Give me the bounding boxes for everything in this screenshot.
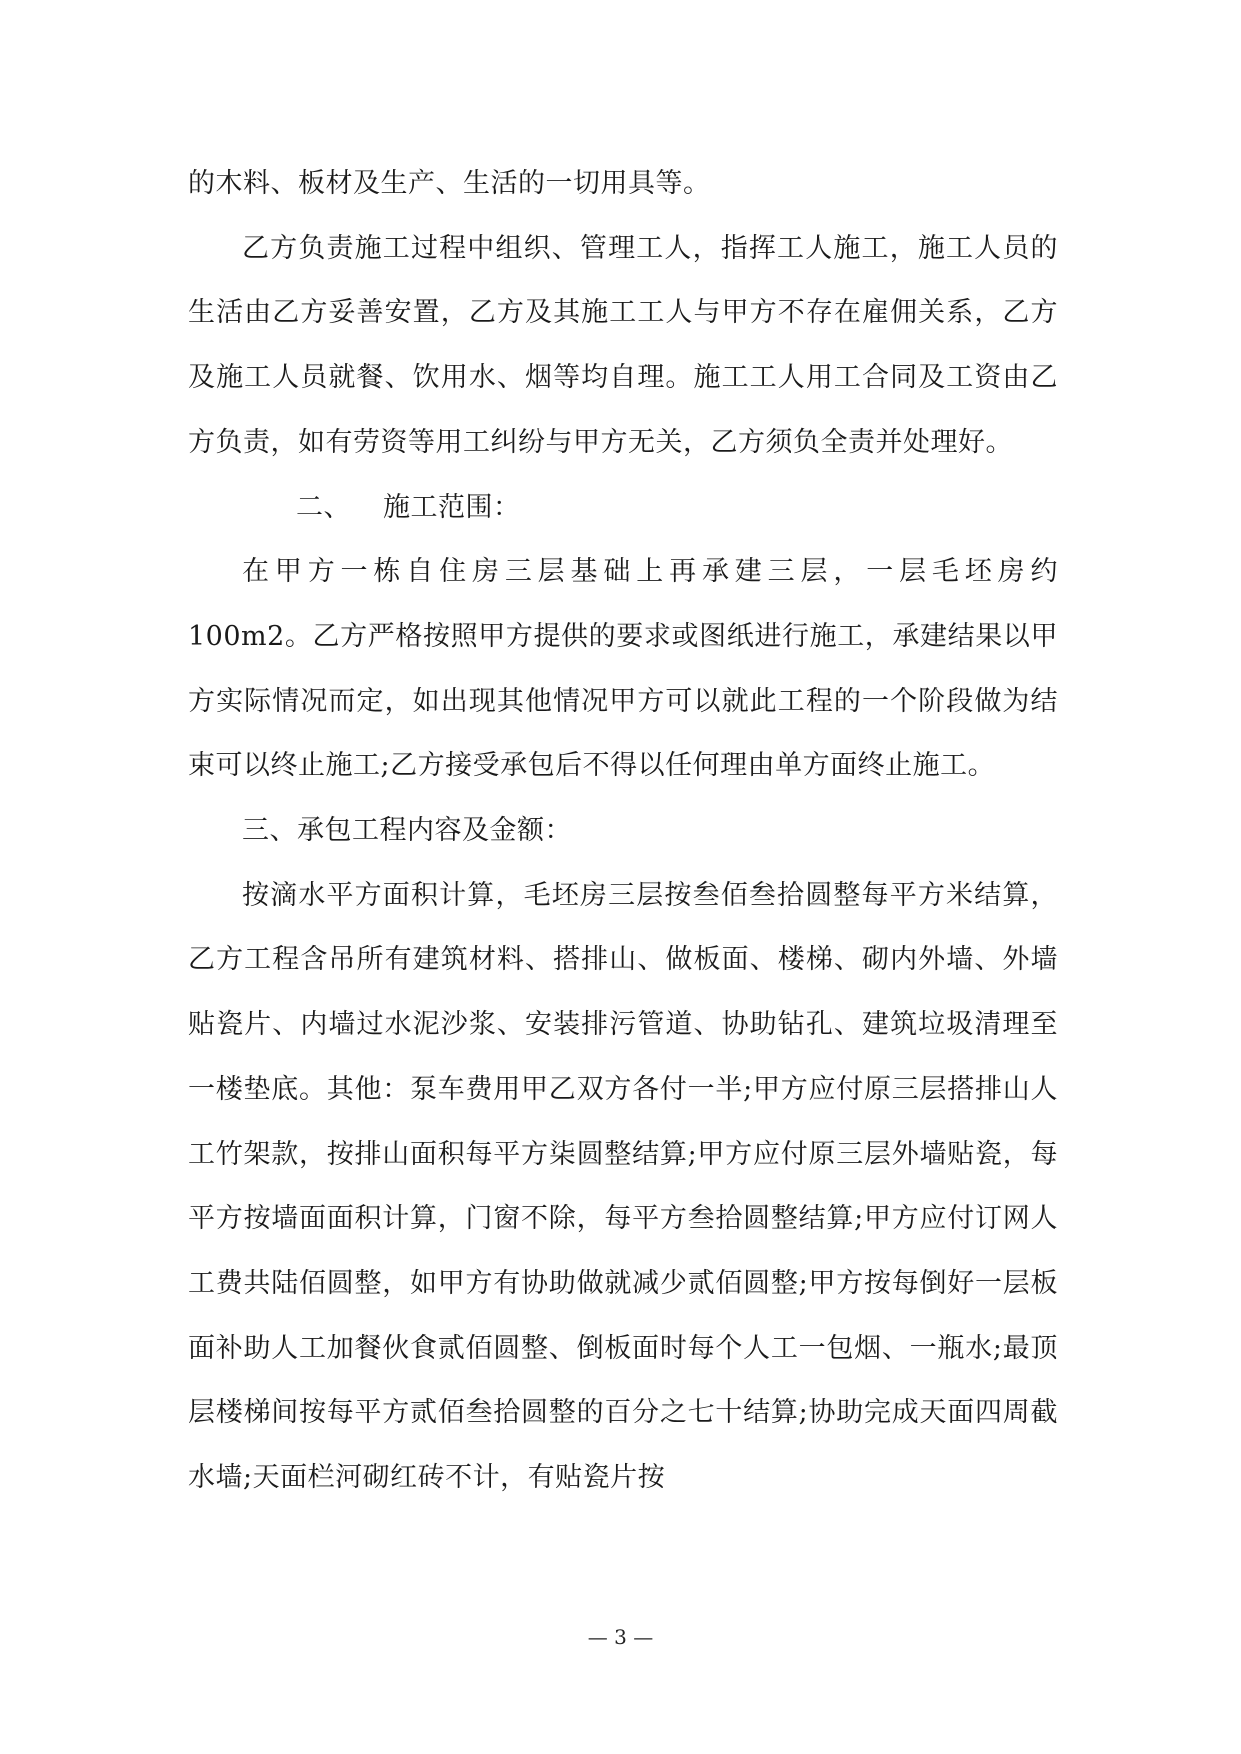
page-number: — 3 — xyxy=(587,1625,654,1649)
section-title: 施工范围： xyxy=(383,491,521,523)
paragraph-continuation: 的木料、板材及生产、生活的一切用具等。 xyxy=(188,168,711,199)
section-heading-scope xyxy=(188,476,1058,541)
paragraph-worker-management: 乙方负责施工过程中组织、管理工人，指挥工人施工，施工人员的生活由乙方妥善安置，乙方及其施工工人与甲方不存在雇佣关系，乙方及施工人员就餐、饮用水、烟等均自理。施工工人用工合同及工资由乙方负责，如有劳资等用工纠纷与甲方无关，乙方须负全责并处理好。 xyxy=(188,232,1058,458)
paragraph-construction-scope: 在甲方一栋自住房三层基础上再承建三层，一层毛坯房约 100m2。乙方严格按照甲方提供的要求或图纸进行施工，承建结果以甲方实际情况而定，如出现其他情况甲方可以就此工程的一个阶段做为结束可以终止施工;乙方接受承包后不得以任何理由单方面终止施工。 xyxy=(188,556,1058,782)
section-number: 二、 xyxy=(296,491,351,523)
paragraph-contract-amount: 按滴水平方面积计算，毛坯房三层按叁佰叁拾圆整每平方米结算，乙方工程含吊所有建筑材料、搭排山、做板面、楼梯、砌内外墙、外墙贴瓷片、内墙过水泥沙浆、安装排污管道、协助钻孔、建筑垃圾清理至一楼垫底。其他：泵车费用甲乙双方各付一半;甲方应付原三层搭排山人工竹架款，按排山面积每平方柒圆整结算;甲方应付原三层外墙贴瓷，每平方按墙面面积计算，门窗不除，每平方叁拾圆整结算;甲方应付订网人工费共陆佰圆整，如甲方有协助做就减少贰佰圆整;甲方按每倒好一层板面补助人工加餐伙食贰佰圆整、倒板面时每个人工一包烟、一瓶水;最顶层楼梯间按每平方贰佰叁拾圆整的百分之七十结算;协助完成天面四周截水墙;天面栏河砌红砖不计，有贴瓷片按 xyxy=(188,879,1058,1494)
document-body xyxy=(188,152,1058,1511)
section-heading-contract-content: 三、承包工程内容及金额： xyxy=(242,815,572,847)
